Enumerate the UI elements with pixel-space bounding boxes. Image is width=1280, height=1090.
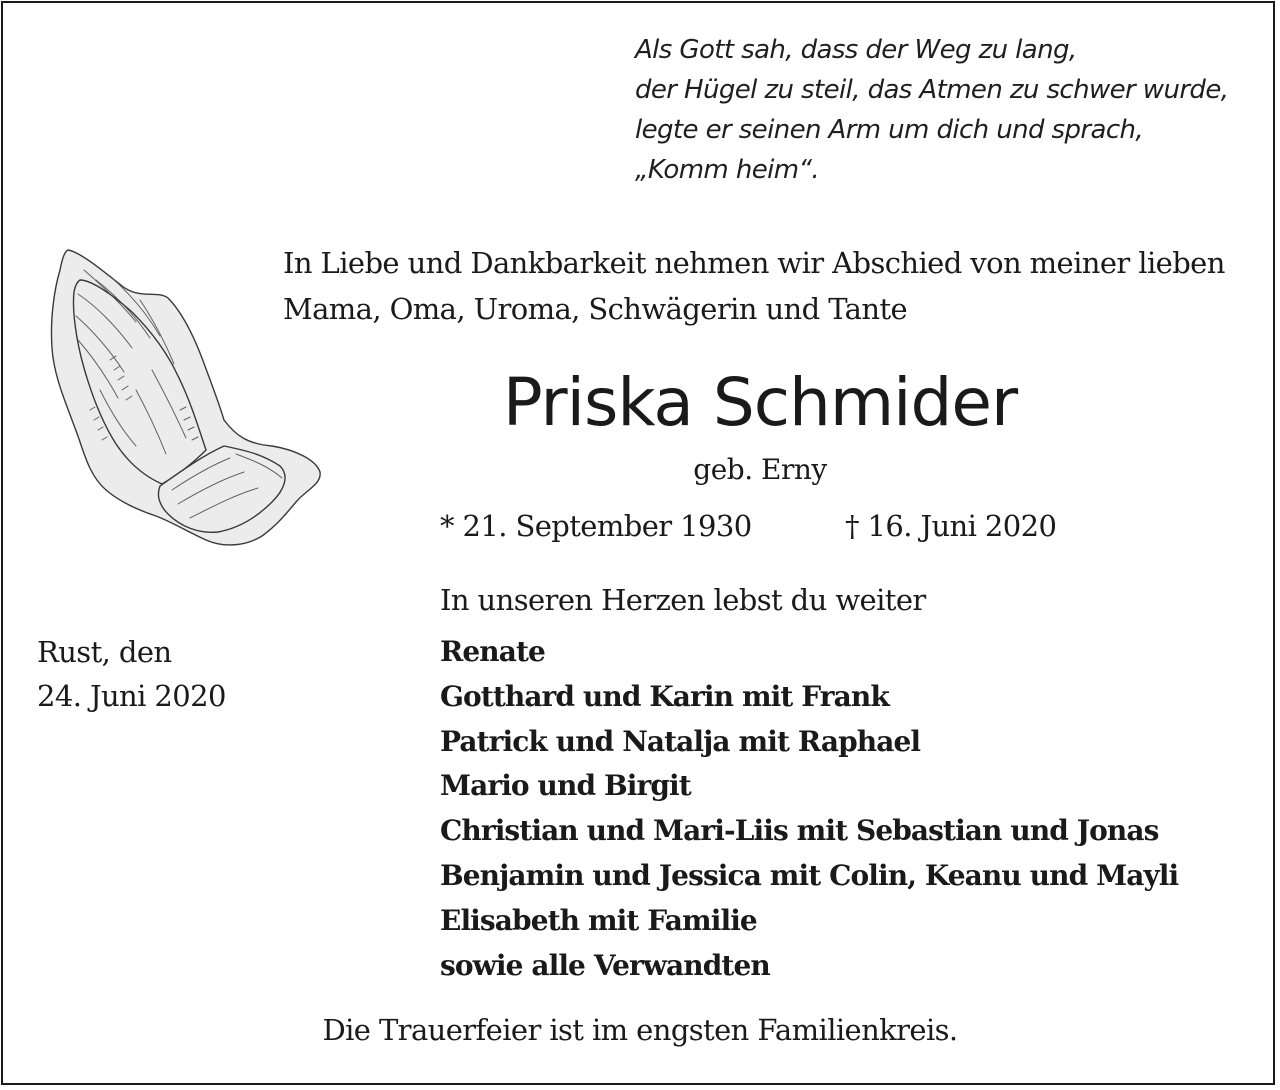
date-line: 24. Juni 2020: [37, 679, 226, 713]
closing-note: Die Trauerfeier ist im engsten Familienkreis.: [322, 1013, 958, 1047]
mourner-entry: Gotthard und Karin mit Frank: [440, 679, 889, 713]
intro-line: Mama, Oma, Uroma, Schwägerin und Tante: [283, 292, 908, 326]
mourner-entry: Patrick und Natalja mit Raphael: [440, 724, 921, 758]
place-line: Rust, den: [37, 635, 172, 669]
mourner-entry: Christian und Mari-Liis mit Sebastian und Jonas: [440, 814, 1159, 848]
birth-date: * 21. September 1930: [440, 509, 752, 543]
intro-line: In Liebe und Dankbarkeit nehmen wir Abschied von meiner lieben: [283, 246, 1225, 280]
poem: [635, 30, 1228, 190]
death-date: † 16. Juni 2020: [845, 509, 1057, 543]
mourners-list: [440, 630, 1178, 988]
poem-line: legte er seinen Arm um dich und sprach,: [635, 115, 1144, 145]
motto: In unseren Herzen lebst du weiter: [440, 583, 926, 617]
poem-line: Als Gott sah, dass der Weg zu lang,: [635, 35, 1077, 65]
mourner-entry: Elisabeth mit Familie: [440, 903, 757, 937]
maiden-name: geb. Erny: [693, 453, 827, 486]
intro-text: [283, 240, 1225, 332]
mourner-entry: Renate: [440, 635, 545, 668]
mourner-entry: Mario und Birgit: [440, 769, 691, 803]
poem-line: der Hügel zu steil, das Atmen zu schwer wurde,: [635, 75, 1229, 105]
poem-line: „Komm heim“.: [635, 155, 819, 185]
mourner-entry: sowie alle Verwandten: [440, 948, 770, 982]
mourner-entry: Benjamin und Jessica mit Colin, Keanu und Mayli: [440, 858, 1179, 892]
deceased-name: Priska Schmider: [502, 364, 1018, 441]
place-and-date: [37, 630, 226, 718]
